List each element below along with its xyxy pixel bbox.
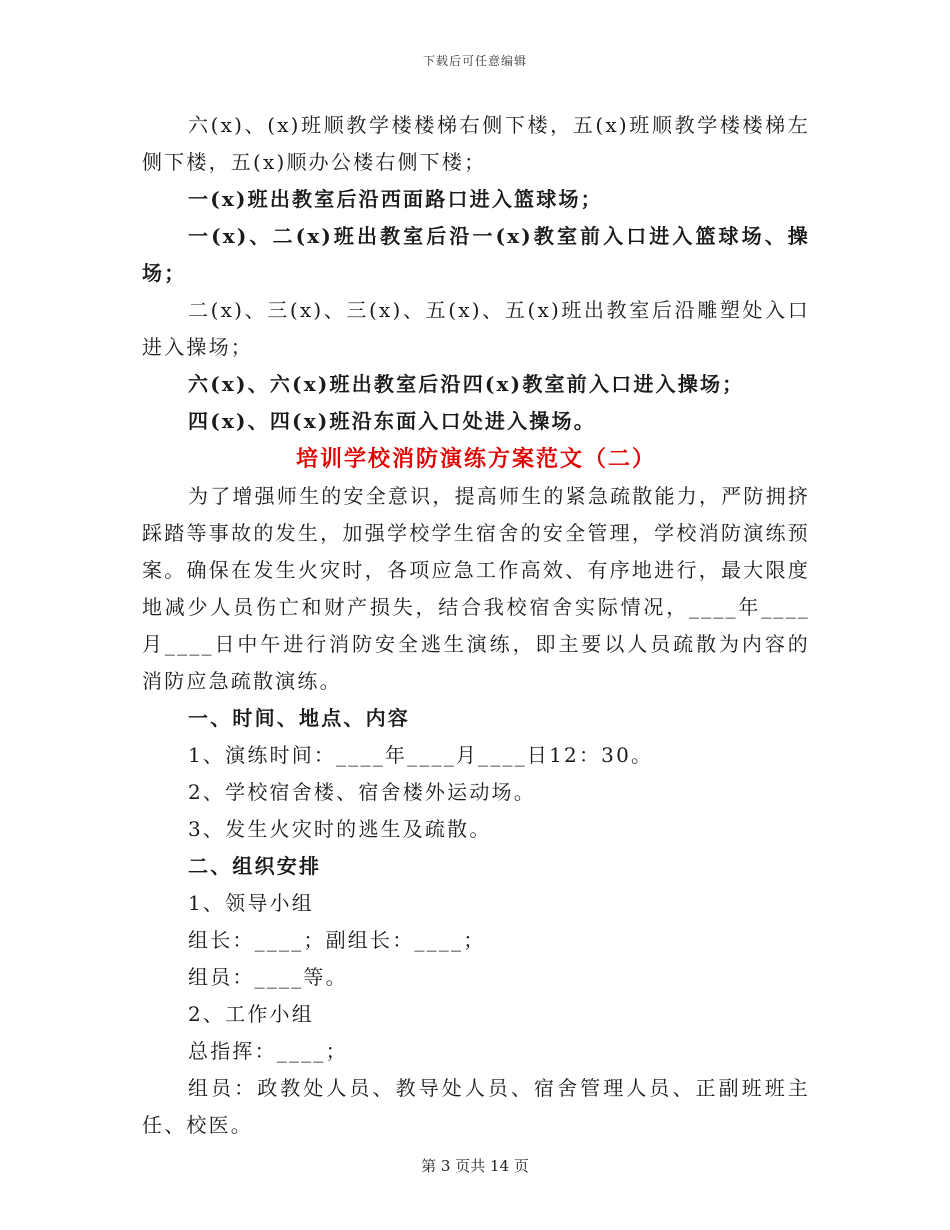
heading-organization: 二、组织安排 [188, 854, 322, 878]
item-drill-content: 3、发生火灾时的逃生及疏散。 [188, 817, 492, 841]
section-title: 培训学校消防演练方案范文（二） [295, 446, 656, 472]
item-group-members: 组员：____等。 [188, 965, 348, 989]
item-drill-location: 2、学校宿舍楼、宿舍楼外运动场。 [188, 780, 536, 804]
item-commander: 总指挥：____； [188, 1039, 348, 1063]
paragraph-sculpture-entrance-route: 二(x)、三(x)、三(x)、五(x)、五(x)班出教室后沿雕塑处入口进入操场； [142, 298, 810, 359]
item-work-group: 2、工作小组 [188, 1002, 314, 1026]
item-work-group-members: 组员：政教处人员、教导处人员、宿舍管理人员、正副班班主任、校医。 [142, 1076, 810, 1137]
paragraph-intro: 为了增强师生的安全意识，提高师生的紧急疏散能力，严防拥挤踩踏等事故的发生，加强学校学生宿舍的安全管理，学校消防演练预案。确保在发生火灾时，各项应急工作高效、有序地进行，最大限度地减少人员伤亡和财产损失，结合我校宿舍实际情况，____年____月____日中午进行消防安全逃生演练，即主要以人员疏散为内容的消防应急疏散演练。 [142, 484, 810, 693]
paragraph-class-1x-2x-route: 一(x)、二(x)班出教室后沿一(x)教室前入口进入篮球场、操场； [142, 224, 810, 285]
paragraph-class-4x-route: 四(x)、四(x)班沿东面入口处进入操场。 [188, 409, 596, 433]
heading-time-place-content: 一、时间、地点、内容 [188, 706, 410, 730]
item-drill-time: 1、演练时间：____年____月____日12：30。 [188, 743, 654, 767]
page-number: 第 3 页共 14 页 [421, 1157, 529, 1175]
item-group-leader: 组长：____；副组长：____； [188, 928, 486, 952]
paragraph-stair-routes: 六(x)、(x)班顺教学楼楼梯右侧下楼，五(x)班顺教学楼楼梯左侧下楼，五(x)顺办公楼右侧下楼； [142, 113, 810, 174]
item-leadership-group: 1、领导小组 [188, 891, 314, 915]
paragraph-class-6x-route: 六(x)、六(x)班出教室后沿四(x)教室前入口进入操场； [188, 372, 745, 396]
document-body [142, 107, 810, 1144]
paragraph-class-1x-route: 一(x)班出教室后沿西面路口进入篮球场； [188, 187, 603, 211]
page-header: 下载后可任意编辑 [422, 54, 527, 68]
